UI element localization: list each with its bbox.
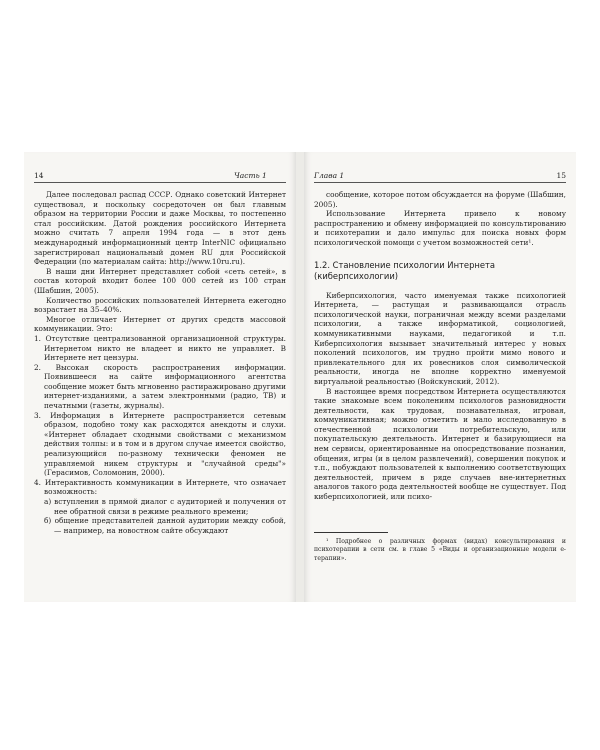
sub-list-item: а) вступления в прямой диалог с аудиторией и получения от нее обратной связи в режиме реального времени;	[44, 497, 286, 516]
paragraph: сообщение, которое потом обсуждается на форуме (Шабшин, 2005).	[314, 190, 566, 209]
paragraph: В наши дни Интернет представляет собой «сеть сетей», в состав которой входит более 100 000 сетей из 100 стран (Шабшин, 2005).	[34, 266, 286, 295]
list-item: 2. Высокая скорость распространения информации. Появившееся на сайте информационного агентства сообщение может быть мгновенно растиражировано другими интернет-изданиями, а затем электронными (радио, ТВ) и печатными (газеты, журналы).	[34, 362, 286, 411]
paragraph: Многое отличает Интернет от других средств массовой коммуникации. Это:	[34, 314, 286, 334]
left-running-head: Часть 1	[234, 171, 267, 180]
list-item: 4. Интерактивность коммуникации в Интернете, что означает возможность:	[34, 477, 286, 497]
list-item: 1. Отсутствие централизованной организационной структуры. Интернетом никто не владеет и никто не управляет. В Интернете нет цензуры.	[34, 333, 286, 363]
paragraph: Использование Интернета привело к новому распространению и обмену информацией по консультированию и психотерапии и дало импульс для поиска новых форм психологической помощи с учетом возможностей сети¹.	[314, 209, 566, 247]
right-page-number: 15	[556, 171, 566, 180]
right-page-header	[314, 170, 566, 183]
footnote-text: ¹ Подробнее о различных формах (видах) консультирования и психотерапии в сети см. в главе 5 «Виды и организационные модели e-терапии».	[314, 538, 566, 562]
list-item: 3. Информация в Интернете распространяется сетевым образом, подобно тому как расходятся анекдоты и слухи. «Интернет обладает сходными свойствами с механизмом действия толпы: и в том и в другом случае имеется свойство, реализующийся по-разному технически феномен не управляемой никем структуры и "случайной среды"» (Герасимов, Соломонин, 2000).	[34, 410, 286, 478]
sub-list-item: б) общение представителей данной аудитории между собой, — например, на новостном сайте обсуждают	[44, 516, 286, 535]
right-running-head: Глава 1	[314, 171, 345, 180]
left-page-header	[34, 170, 286, 183]
paragraph: Далее последовал распад СССР. Однако советский Интернет существовал, и поскольку сосредоточен он был главным образом на территории России и даже Москвы, то постепенно стал российским. Датой рождения российского Интернета можно считать 7 апреля 1994 года — в этот день международный информационный центр InterNIC официально зарегистрировал национальный домен RU для Российской Федерации (по материалам сайта: http://www.10ru.ru).	[34, 190, 286, 267]
paragraph: Количество российских пользователей Интернета ежегодно возрастает на 35–40%.	[34, 295, 286, 315]
paragraph: В настоящее время посредством Интернета осуществляются такие знакомые всем поколениям психологов разновидности деятельности, как трудовая, познавательная, игровая, коммуникативная; можно отметить и мало исследованную в отечественной психологии потребительскую, или покупательскую деятельность. Интернет и базирующиеся на нем сервисы, ориентированные на опосредствование познания, общения, игры (и в целом развлечений), совершения покупок и т.п., побуждают пользователей к выполнению соответствующих деятельностей, причем в ряде случаев вне-интернетных аналогов такого рода деятельностей вообще не существует. Под киберпсихологией, или психо-	[314, 386, 566, 502]
section-heading: 1.2. Становление психологии Интернета (киберпсихологии)	[314, 259, 496, 281]
footnote-divider	[314, 532, 388, 533]
book-gutter	[296, 152, 304, 602]
left-page-text	[34, 190, 286, 535]
right-page-text	[314, 190, 566, 502]
footnote	[314, 538, 566, 563]
left-page-number: 14	[34, 171, 44, 180]
paragraph: Киберпсихология, часто именуемая также психологией Интернета, — растущая и развивающаяся отрасль психологической науки, пограничная между всеми разделами психологии, а также информатикой, социологией, коммуникативными науками, педагогикой и т.п. Киберпсихология вызывает значительный интерес у новых поколений психологов, им трудно пройти мимо нового и привлекательного для их ровесников слоя символической реальности, иногда не вполне корректно именуемой виртуальной реальностью (Войскунский, 2012).	[314, 290, 566, 386]
